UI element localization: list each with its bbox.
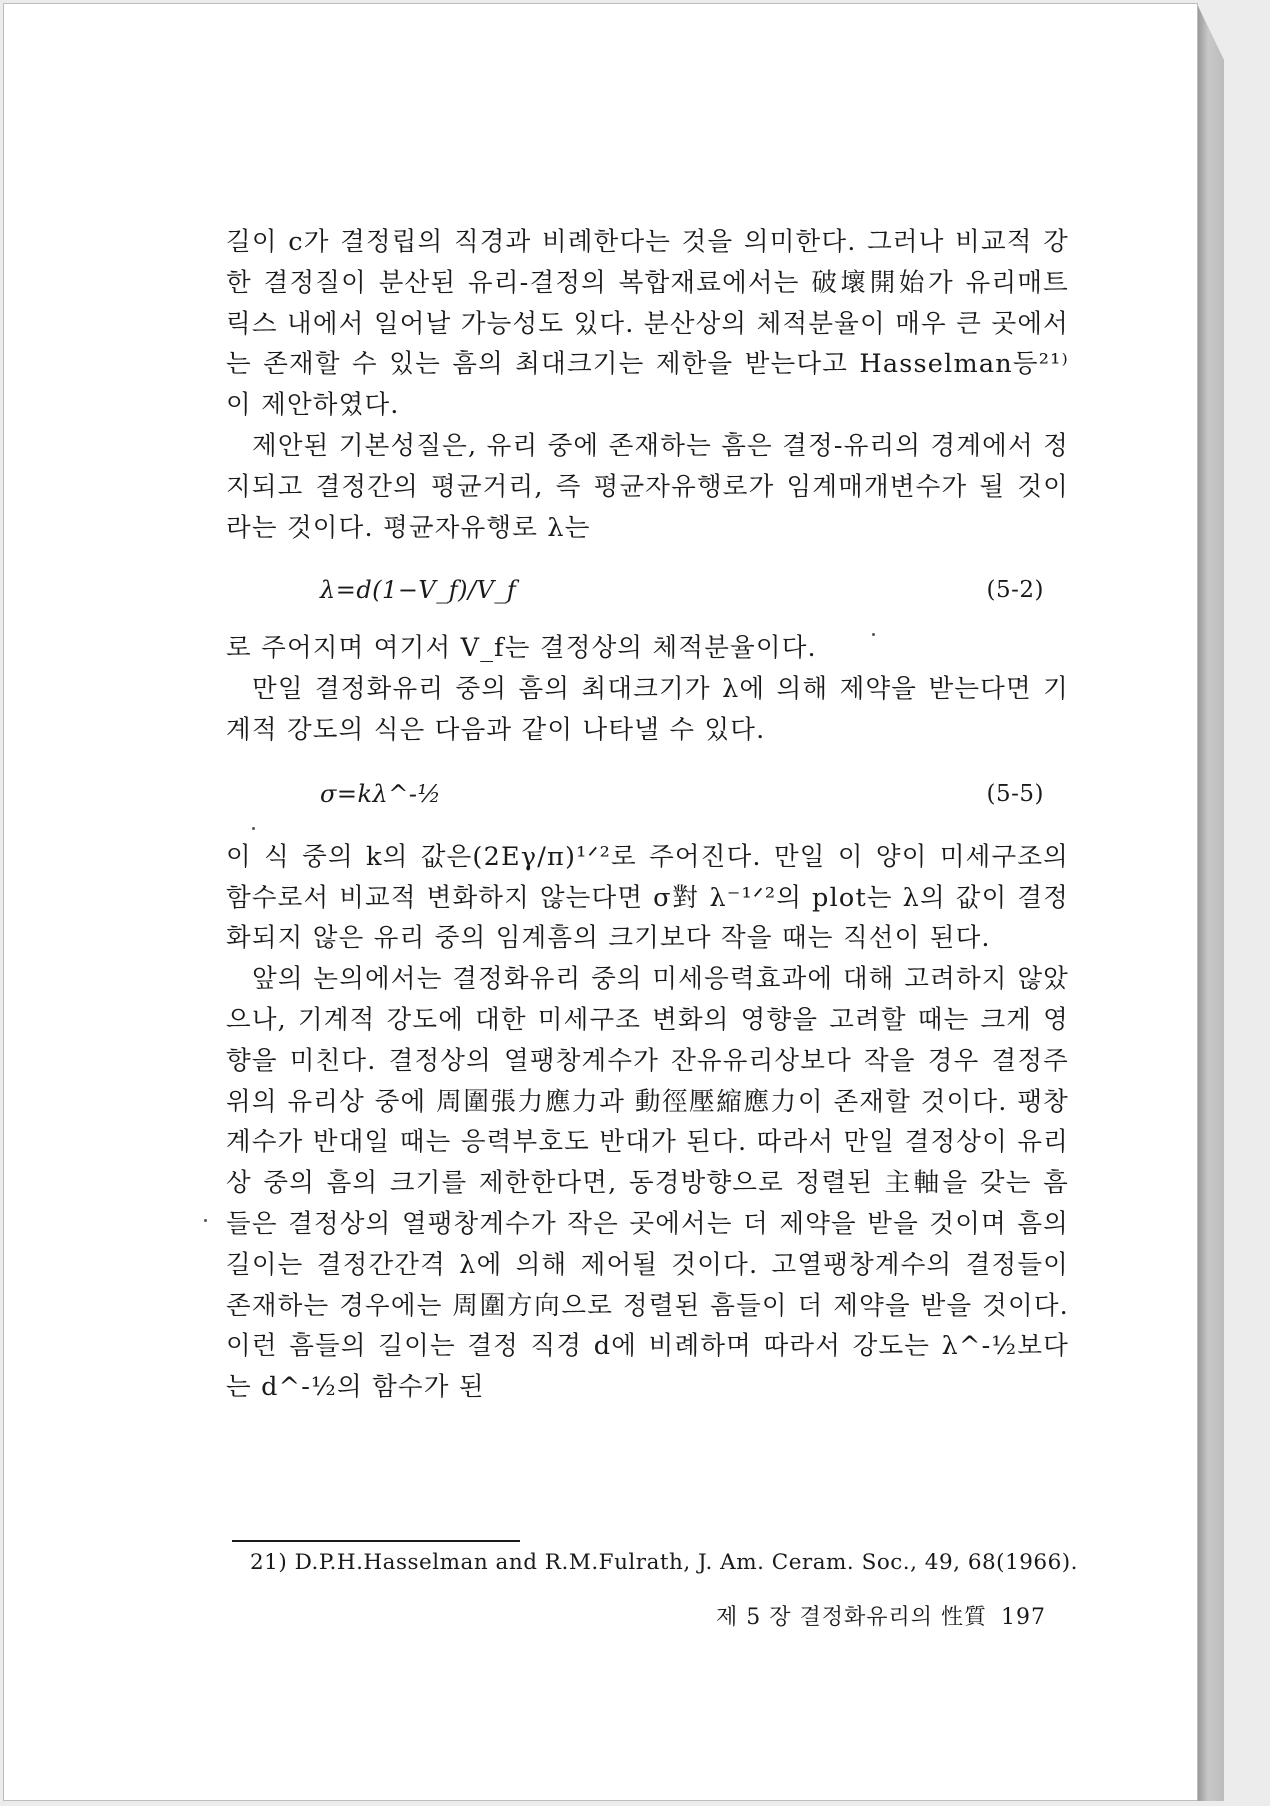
equation-expression: σ=kλ^-½ <box>320 780 442 809</box>
chapter-title: 제 5 장 결정화유리의 性質 <box>716 1605 987 1630</box>
book-page <box>3 3 1198 1801</box>
paragraph-3: 로 주어지며 여기서 V_f는 결정상의 체적분율이다. <box>226 633 817 664</box>
paragraph-1: 길이 c가 결정립의 직경과 비례한다는 것을 의미한다. 그러나 비교적 강한 결정질이 분산된 유리-결정의 복합재료에서는 破壞開始가 유리매트릭스 내에서 일어날 가능성도 있다. 분산상의 체적분율이 매우 큰 곳에서는 존재할 수 있는 흠의 최대크기는 제한을 받는다고 Hasselman등²¹⁾이 제안하였다. <box>226 227 1069 421</box>
paragraph-6: 앞의 논의에서는 결정화유리 중의 미세응력효과에 대해 고려하지 않았으나, 기계적 강도에 대한 미세구조 변화의 영향을 고려할 때는 크게 영향을 미친다. 결정상의 열팽창계수가 잔유유리상보다 작을 경우 결정주위의 유리상 중에 周圍張力應力과 動徑壓縮應力이 존재할 것이다. 팽창계수가 반대일 때는 응력부호도 반대가 된다. 따라서 만일 결정상이 유리상 중의 흠의 크기를 제한한다면, 동경방향으로 정렬된 主軸을 갖는 흠들은 결정상의 열팽창계수가 작은 곳에서는 더 제약을 받을 것이며 흠의 길이는 결정간간격 λ에 의해 제어될 것이다. 고열팽창계수의 결정들이 존재하는 경우에는 周圍方向으로 정렬된 흠들이 더 제약을 받을 것이다. 이런 흠들의 길이는 결정 직경 d에 비례하며 따라서 강도는 λ^-½보다는 d^-½의 함수가 된 <box>226 964 1069 1403</box>
equation-number: (5-5) <box>986 781 1044 808</box>
running-footer <box>676 1600 1046 1631</box>
paragraph-5: 이 식 중의 k의 값은(2Eγ/π)¹ᐟ²로 주어진다. 만일 이 양이 미세구조의 함수로서 비교적 변화하지 않는다면 σ對 λ⁻¹ᐟ²의 plot는 λ의 값이 결정화되지 않은 유리 중의 임계흠의 크기보다 작을 때는 직선이 된다. <box>226 841 1069 954</box>
equation-5-5 <box>226 775 1069 815</box>
scan-speck <box>252 827 255 830</box>
footnote-divider <box>232 1540 520 1542</box>
paragraph-2: 제안된 기본성질은, 유리 중에 존재하는 흠은 결정-유리의 경계에서 정지되고 결정간의 평균거리, 즉 평균자유행로가 임계매개변수가 될 것이라는 것이다. 평균자유행로 λ는 <box>226 430 1069 543</box>
equation-number: (5-2) <box>986 576 1044 603</box>
page-stack-edge <box>1198 6 1224 1801</box>
footnote: 21) D.P.H.Hasselman and R.M.Fulrath, J. Am. Ceram. Soc., 49, 68(1966). <box>250 1550 1079 1575</box>
scan-speck <box>204 1219 207 1222</box>
body-text <box>226 222 1069 1408</box>
page-number: 197 <box>1001 1605 1046 1630</box>
equation-expression: λ=d(1−V_f)/V_f <box>320 575 517 604</box>
paragraph-4: 만일 결정화유리 중의 흠의 최대크기가 λ에 의해 제약을 받는다면 기계적 강도의 식은 다음과 같이 나타낼 수 있다. <box>226 674 1069 745</box>
equation-5-2 <box>226 570 1069 610</box>
scan-speck <box>872 633 875 636</box>
